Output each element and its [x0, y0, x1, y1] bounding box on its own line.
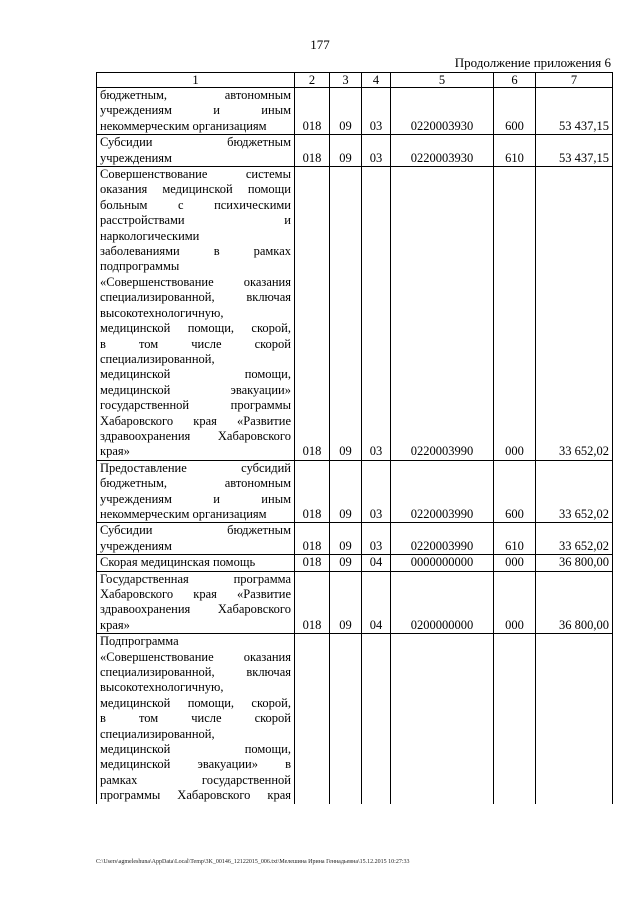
section-code: 09 [330, 167, 362, 461]
expense-item-name [97, 523, 295, 555]
section-code: 09 [330, 523, 362, 555]
table-row [97, 167, 613, 461]
expense-item-name [97, 167, 295, 461]
expense-item-name-line: Субсидии бюджетным [100, 523, 291, 538]
expense-item-name-line: бюджетным, автономным [100, 476, 291, 491]
table-row [97, 88, 613, 135]
column-header: 2 [295, 73, 330, 88]
subsection-code: 04 [362, 571, 391, 634]
amount-value: 53 437,15 [536, 135, 613, 167]
ministry-code: 018 [295, 135, 330, 167]
expense-item-name [97, 88, 295, 135]
expense-type-code: 000 [494, 555, 536, 571]
table-row [97, 571, 613, 634]
target-article-code: 0220003930 [391, 88, 494, 135]
amount-value: 33 652,02 [536, 167, 613, 461]
ministry-code: 018 [295, 88, 330, 135]
subsection-code [362, 634, 391, 804]
expense-item-name-line: высокотехнологичную, [100, 305, 224, 320]
section-code: 09 [330, 135, 362, 167]
column-header: 3 [330, 73, 362, 88]
expense-type-code: 000 [494, 167, 536, 461]
expense-item-name-line: «Совершенствование оказания [100, 274, 291, 289]
column-header: 6 [494, 73, 536, 88]
ministry-code: 018 [295, 167, 330, 461]
expense-type-code: 600 [494, 460, 536, 523]
appendix-continuation-label: Продолжение приложения 6 [454, 55, 611, 70]
expense-item-name-line: учреждениям и иным [100, 491, 291, 506]
table-body [97, 88, 613, 804]
expense-item-name-line: Хабаровского края «Развитие [100, 413, 291, 428]
expense-item-name-line: Скорая медицинская помощь [100, 555, 256, 570]
expense-item-name-line: Предоставление субсидий [100, 460, 291, 475]
target-article-code [391, 634, 494, 804]
subsection-code: 03 [362, 135, 391, 167]
section-code: 09 [330, 460, 362, 523]
expense-item-name-line: медицинской помощи, [100, 742, 291, 757]
expense-item-name-line: края» [100, 444, 130, 459]
section-code: 09 [330, 555, 362, 571]
expense-item-name-line: Субсидии бюджетным [100, 135, 291, 150]
expense-item-name-line: специализированной, включая [100, 290, 291, 305]
expense-item-name-line: в том числе скорой [100, 336, 291, 351]
expense-item-name-line: рамках государственной [100, 772, 291, 787]
section-code: 09 [330, 88, 362, 135]
column-header: 5 [391, 73, 494, 88]
subsection-code: 03 [362, 167, 391, 461]
expense-item-name-line: медицинской помощи, скорой, [100, 321, 291, 336]
column-header: 7 [536, 73, 613, 88]
expense-item-name-line: государственной программы [100, 398, 291, 413]
expense-item-name [97, 460, 295, 523]
ministry-code: 018 [295, 555, 330, 571]
target-article-code: 0220003930 [391, 135, 494, 167]
column-header: 4 [362, 73, 391, 88]
expense-item-name-line: края» [100, 617, 130, 632]
expense-item-name-line: «Совершенствование оказания [100, 649, 291, 664]
expense-item-name-line: Государственная программа [100, 571, 291, 586]
expense-item-name-line: программы Хабаровского края [100, 788, 291, 803]
subsection-code: 03 [362, 460, 391, 523]
expense-item-name-line: здравоохранения Хабаровского [100, 428, 291, 443]
expense-item-name-line: некоммерческим организациям [100, 118, 267, 133]
expense-item-name-line: учреждениям [100, 150, 172, 165]
target-article-code: 0200000000 [391, 571, 494, 634]
target-article-code: 0220003990 [391, 167, 494, 461]
expense-item-name-line: специализированной, включая [100, 665, 291, 680]
table-row [97, 523, 613, 555]
expense-item-name-line: подпрограммы [100, 259, 180, 274]
expense-item-name-line: Совершенствование системы [100, 167, 291, 182]
ministry-code: 018 [295, 460, 330, 523]
amount-value: 53 437,15 [536, 88, 613, 135]
expense-item-name-line: медицинской эвакуации» [100, 382, 291, 397]
expense-item-name-line: бюджетным, автономным [100, 88, 291, 102]
expense-item-name-line: учреждениям и иным [100, 103, 291, 118]
expense-item-name-line: больным с психическими [100, 197, 291, 212]
expense-type-code: 000 [494, 571, 536, 634]
section-code: 09 [330, 571, 362, 634]
subsection-code: 03 [362, 88, 391, 135]
expense-type-code: 610 [494, 135, 536, 167]
amount-value: 33 652,02 [536, 460, 613, 523]
expense-item-name-line: оказания медицинской помощи [100, 182, 291, 197]
expense-item-name-line: специализированной, [100, 351, 215, 366]
column-header: 1 [97, 73, 295, 88]
target-article-code: 0220003990 [391, 523, 494, 555]
subsection-code: 03 [362, 523, 391, 555]
table-header-row [97, 73, 613, 88]
target-article-code: 0000000000 [391, 555, 494, 571]
amount-value: 33 652,02 [536, 523, 613, 555]
expense-item-name-line: наркологическими [100, 228, 200, 243]
section-code [330, 634, 362, 804]
amount-value: 36 800,00 [536, 555, 613, 571]
expense-item-name-line: медицинской помощи, скорой, [100, 695, 291, 710]
expense-item-name [97, 634, 295, 804]
page-number: 177 [310, 37, 330, 52]
expense-item-name-line: высокотехнологичную, [100, 680, 224, 695]
ministry-code: 018 [295, 571, 330, 634]
expense-item-name-line: здравоохранения Хабаровского [100, 602, 291, 617]
expense-item-name-line: в том числе скорой [100, 711, 291, 726]
table-row [97, 135, 613, 167]
expense-type-code [494, 634, 536, 804]
ministry-code [295, 634, 330, 804]
table-row [97, 634, 613, 804]
table-row [97, 555, 613, 571]
expense-item-name-line: заболеваниями в рамках [100, 244, 291, 259]
expense-item-name-line: Подпрограмма [100, 634, 179, 649]
expense-item-name-line: медицинской помощи, [100, 367, 291, 382]
target-article-code: 0220003990 [391, 460, 494, 523]
expense-item-name [97, 135, 295, 167]
expense-item-name-line: учреждениям [100, 538, 172, 553]
file-path-footer: C:\Users\agmeleshuna\AppData\Local\Temp\3K_00146_12122015_006.txt\Мелешина Ирина Геннадьевна\15.12.2015 10:27:33 [96, 859, 410, 865]
expense-type-code: 600 [494, 88, 536, 135]
expense-type-code: 610 [494, 523, 536, 555]
expense-item-name-line: медицинской эвакуации» в [100, 757, 291, 772]
table-row [97, 460, 613, 523]
expense-item-name-line: некоммерческим организациям [100, 506, 267, 521]
amount-value [536, 634, 613, 804]
subsection-code: 04 [362, 555, 391, 571]
expense-item-name-line: Хабаровского края «Развитие [100, 587, 291, 601]
budget-table [96, 72, 613, 804]
amount-value: 36 800,00 [536, 571, 613, 634]
ministry-code: 018 [295, 523, 330, 555]
expense-item-name-line: специализированной, [100, 726, 215, 741]
expense-item-name-line: расстройствами и [100, 213, 291, 228]
expense-item-name [97, 571, 295, 634]
expense-item-name [97, 555, 295, 571]
